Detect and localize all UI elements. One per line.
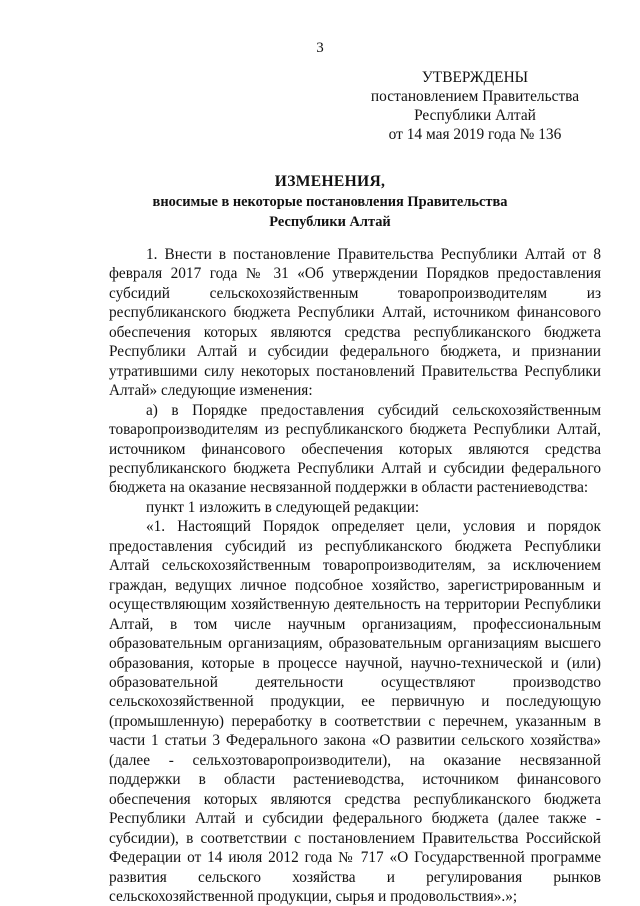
approval-line: Республики Алтай [414, 107, 536, 124]
document-body [109, 245, 601, 906]
approval-title: УТВЕРЖДЕНЫ [421, 69, 529, 86]
heading-title: ИЗМЕНЕНИЯ, [274, 173, 386, 190]
heading-subtitle: Республики Алтай [269, 214, 391, 230]
paragraph: 1. Внести в постановление Правительства Республики Алтай от 8 февраля 2017 года № 31 «Об утверждении Порядков предоставления субсидий сельскохозяйственным товаропроизводителям из республиканского бюджета Республики Алтай, источником финансового обеспечения которых являются средства республиканского бюджета Республики Алтай и субсидии федерального бюджета, и признании утратившими силу некоторых постановлений Правительства Республики Алтай» следующие изменения: [109, 246, 601, 400]
approval-date: от 14 мая 2019 года № 136 [388, 126, 562, 143]
paragraph: а) в Порядке предоставления субсидий сельскохозяйственным товаропроизводителям из республиканского бюджета Республики Алтай, источником финансового обеспечения которых являются средства республиканского бюджета Республики Алтай и субсидии федерального бюджета на оказание несвязанной поддержки в области растениеводства: [109, 401, 601, 497]
paragraph: «1. Настоящий Порядок определяет цели, условия и порядок предоставления субсидий из республиканского бюджета Республики Алтай сельскохозяйственным товаропроизводителям, за исключением граждан, ведущих личное подсобное хозяйство, зарегистрированным и осуществляющим хозяйственную деятельность на территории Республики Алтай, в том числе научным организациям, профессиональным образовательным организациям, образовательным организациям высшего образования, которые в процессе научной, научно-технической и (или) образовательной деятельности осуществляют производство сельскохозяйственной продукции, ее первичную и последующую (промышленную) переработку в соответствии с перечнем, указанным в части 1 статьи 3 Федерального закона «О развитии сельского хозяйства» (далее - сельхозтоваропроизводители), на оказание несвязанной поддержки в области растениеводства, источником финансового обеспечения которых являются средства республиканского бюджета Республики Алтай и субсидии федерального бюджета (далее также - субсидии), в соответствии с постановлением Правительства Российской Федерации от 14 июля 2012 года № 717 «О Государственной программе развития сельского хозяйства и регулирования рынков сельскохозяйственной продукции, сырья и продовольствия».»; [109, 518, 601, 905]
page-number: 3 [316, 40, 324, 56]
paragraph: пункт 1 изложить в следующей редакции: [146, 498, 420, 516]
document-heading [100, 172, 560, 232]
approval-block [360, 68, 590, 144]
heading-subtitle: вносимые в некоторые постановления Правительства [152, 194, 508, 210]
approval-line: постановлением Правительства [370, 88, 580, 105]
